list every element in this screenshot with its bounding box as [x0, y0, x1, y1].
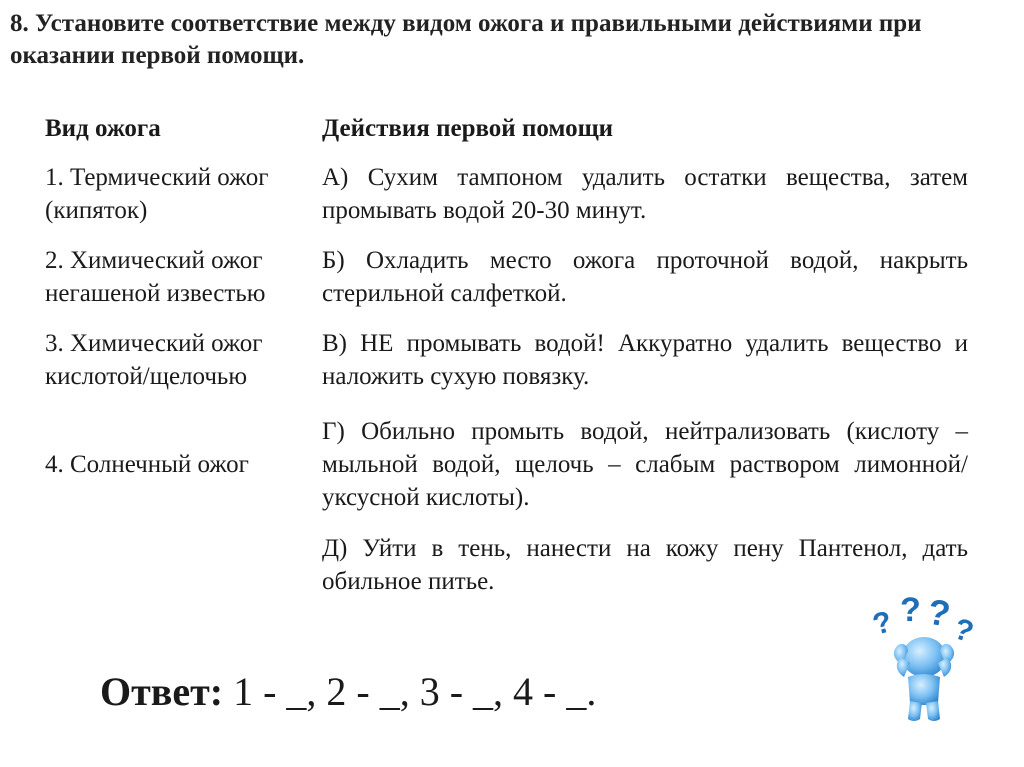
action-item-v: В) НЕ промывать водой! Аккуратно удалить вещество и наложить сухую повязку.	[322, 330, 968, 390]
action-item-a: А) Сухим тампоном удалить остатки вещества, затем промывать водой 20-30 минут.	[322, 164, 968, 224]
burn-item-4: 4. Солнечный ожог	[45, 451, 249, 478]
question-man-icon	[858, 585, 988, 725]
svg-text:?: ?	[924, 590, 954, 635]
action-item-d: Д) Уйти в тень, нанести на кожу пену Пантенол, дать обильное питье.	[322, 535, 968, 595]
svg-text:?: ?	[900, 591, 921, 629]
burn-item-1: 1. Термический ожог (кипяток)	[45, 164, 269, 224]
answer-label: Ответ:	[100, 669, 224, 714]
svg-text:?: ?	[949, 612, 978, 650]
answer-text: 1 - _, 2 - _, 3 - _, 4 - _.	[233, 669, 597, 714]
svg-text:?: ?	[869, 605, 896, 642]
question-title: 8. Установите соответствие между видом ожога и правильными действиями при оказании первой помощи.	[10, 10, 922, 69]
action-item-b: Б) Охладить место ожога проточной водой, накрыть стерильной салфеткой.	[322, 247, 968, 307]
action-item-g: Г) Обильно промыть водой, нейтрализовать (кислоту – мыльной водой, щелочь – слабым раствором лимонной/уксусной кислоты).	[322, 418, 968, 511]
header-first-aid: Действия первой помощи	[322, 115, 614, 142]
burn-item-2: 2. Химический ожог негашеной известью	[45, 247, 266, 307]
burn-item-3: 3. Химический ожог кислотой/щелочью	[45, 330, 263, 390]
header-burn-type: Вид ожога	[45, 115, 161, 142]
answer-line	[100, 666, 596, 718]
